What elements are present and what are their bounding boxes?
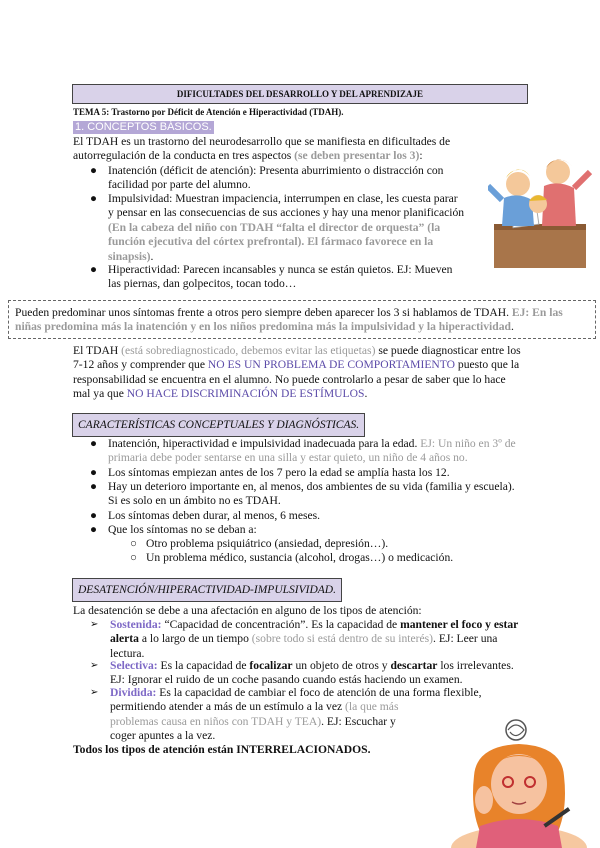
aspect-line: facilidad por parte del alumno. (108, 178, 251, 192)
note-text: . (510, 320, 514, 334)
characteristic-3 (90, 480, 548, 509)
section-title-caracteristicas: CARACTERÍSTICAS CONCEPTUALES Y DIAGNÓSTICAS. (72, 413, 365, 437)
characteristic-example: primaria debe poder sentarse en una silla y estar quieto, un niño de 4 años no. (108, 451, 468, 465)
intro-note: (se deben presentar los 3) (294, 149, 420, 163)
child-body (502, 195, 534, 226)
child-arm-2 (574, 172, 590, 188)
note-example: EJ: En las (511, 306, 563, 319)
diagnosis-line (73, 358, 573, 372)
attention-text: . EJ: Escuchar y (321, 714, 396, 728)
intro-paragraph (73, 135, 493, 164)
characteristic-line: Otro problema psiquiátrico (ansiedad, depresión…). (146, 537, 389, 550)
document-header: DIFICULTADES DEL DESARROLLO Y DEL APRENDIZAJE (72, 84, 528, 104)
aspect-note: sinapsis) (108, 249, 151, 263)
bullet-icon: ● (90, 523, 98, 536)
attention-conclusion: Todos los tipos de atención están INTERRELACIONADOS. (73, 743, 371, 756)
attention-text: . EJ: Leer una (433, 632, 498, 646)
attention-note: problemas causa en niños con TDAH y TEA) (110, 714, 322, 728)
attention-sostenida (90, 618, 530, 661)
aspect-line (108, 250, 488, 264)
attention-bold: mantener el foco y estar (400, 618, 519, 631)
attention-text: los irrelevantes. (437, 659, 514, 672)
intro-line (73, 149, 493, 163)
diagnosis-line: responsabilidad se encuentra en el alumno. No puede controlarlo a pesar de saber que lo hace (73, 372, 506, 386)
diagnosis-note: (está sobrediagnosticado, debemos evitar las etiquetas) (121, 344, 376, 357)
note-line (15, 320, 589, 334)
characteristic-5 (90, 523, 548, 537)
aspect-line: Impulsividad: Muestran impaciencia, interrumpen en clase, les cuesta parar (108, 192, 458, 205)
aspect-line: las piernas, dan golpecitos, tocan todo… (108, 277, 297, 291)
characteristic-line: Si es solo en un ámbito no es TDAH. (108, 494, 281, 508)
girl-hand (475, 786, 493, 814)
diagnosis-text: puesto que la (455, 358, 520, 372)
characteristic-4 (90, 509, 548, 523)
attention-line: lectura. (110, 646, 145, 660)
characteristic-line: Los síntomas deben durar, al menos, 6 meses. (108, 509, 321, 522)
attention-bold: alerta (110, 632, 139, 646)
attention-line (110, 632, 530, 646)
diagnosis-text: El TDAH (73, 344, 122, 357)
diagnosis-text: . (364, 387, 368, 401)
aspect-note: función ejecutiva del córtex prefrontal). El fármaco favorece en la (108, 235, 434, 249)
attention-type-label: Selectiva: (110, 659, 158, 672)
bullet-icon: ● (90, 466, 98, 479)
bullet-icon: ● (90, 263, 98, 276)
classroom-illustration (488, 148, 592, 270)
attention-selectiva (90, 659, 540, 688)
aspect-line: y pensar en las consecuencias de sus acciones y hay una menor planificación (108, 206, 465, 220)
attention-text: Es la capacidad de (157, 659, 250, 672)
thought-swirl-inner (508, 725, 524, 736)
aspect-line: Inatención (déficit de atención): Presenta aburrimiento o distracción con (108, 164, 444, 177)
diagnosis-paragraph (73, 344, 573, 402)
characteristic-sub-2 (130, 551, 566, 565)
attention-note: (la que más (345, 700, 399, 714)
bullet-icon: ● (90, 437, 98, 450)
aspect-line: Hiperactividad: Parecen incansables y nunca se están quietos. EJ: Mueven (108, 263, 453, 276)
aspect-hiperactividad (90, 263, 488, 292)
attention-text: permitiendo atender a más de un estímulo a la vez (110, 700, 346, 714)
characteristic-line: Hay un deterioro importante en, al menos, dos ambientes de su vida (familia y escuela). (108, 480, 515, 493)
attention-text: a lo largo de un tiempo (138, 632, 252, 646)
attention-line: EJ: Ignorar el ruido de un coche pasando cuando estás haciendo un examen. (110, 673, 463, 687)
note-box (8, 300, 596, 339)
diagnosis-text: mal ya que (73, 387, 127, 401)
attention-bold: descartar (390, 659, 438, 672)
diagnosis-text: 7-12 años y comprender que (73, 358, 208, 372)
aspect-note: (En la cabeza del niño con TDAH “falta el director de orquesta” (la (108, 220, 441, 234)
attention-text: Es la capacidad de cambiar el foco de atención de una forma flexible, (156, 686, 482, 699)
attention-line (110, 618, 530, 632)
aspect-impulsividad (90, 192, 488, 264)
attention-bold: focalizar (249, 659, 293, 672)
arrow-bullet-icon: ➢ (90, 660, 99, 671)
characteristic-2 (90, 466, 548, 480)
note-line (15, 306, 589, 320)
attention-text: “Capacidad de concentración”. Es la capacidad de (161, 618, 401, 631)
child-body-2 (542, 183, 576, 226)
arrow-bullet-icon: ➢ (90, 687, 99, 698)
note-example: niñas predomina más la inatención y en los niños predomina más la impulsividad y la hiperactividad (15, 320, 511, 334)
child-arm (488, 186, 502, 200)
characteristic-line (108, 437, 548, 451)
attention-line: coger apuntes a la vez. (110, 729, 216, 743)
bullet-icon: ● (90, 480, 98, 493)
attention-intro: La desatención se debe a una afectación en alguno de los tipos de atención: (73, 604, 422, 617)
characteristic-line: Que los síntomas no se deban a: (108, 523, 257, 536)
attention-line (110, 700, 510, 714)
bullet-icon: ● (90, 164, 98, 177)
topic-title: TEMA 5: Trastorno por Déficit de Atención e Hiperactividad (TDAH). (73, 107, 344, 117)
bullet-icon: ● (90, 192, 98, 205)
aspect-text: . (150, 249, 154, 263)
girl-face (491, 754, 547, 814)
characteristic-text: Inatención, hiperactividad e impulsividad inadecuada para la edad. (108, 437, 421, 450)
circle-bullet-icon: ○ (130, 537, 138, 550)
diagnosis-line (73, 387, 573, 401)
intro-line: El TDAH es un trastorno del neurodesarrollo que se manifiesta en dificultades de (73, 135, 451, 148)
circle-bullet-icon: ○ (130, 551, 138, 564)
child-head (506, 172, 530, 196)
attention-note: (sobre todo si está dentro de su interés) (251, 632, 434, 646)
characteristic-example: EJ: Un niño en 3º de (420, 437, 516, 450)
diagnosis-line (73, 344, 573, 358)
characteristic-line: Un problema médico, sustancia (alcohol, drogas…) o medicación. (146, 551, 454, 564)
student-illustration (444, 716, 594, 848)
attention-line (110, 659, 540, 673)
attention-line (110, 686, 510, 700)
note-text: Pueden predominar unos síntomas frente a otros pero siempre deben aparecer los 3 si hablamos de TDAH. (15, 306, 512, 319)
diagnosis-highlight: NO ES UN PROBLEMA DE COMPORTAMIENTO (207, 358, 456, 372)
attention-type-label: Sostenida: (110, 618, 162, 631)
intro-text: autorregulación de la conducta en tres aspectos (73, 149, 295, 163)
aspect-inatencion (90, 164, 488, 193)
attention-text: un objeto de otros y (292, 659, 391, 672)
characteristic-1 (90, 437, 548, 466)
attention-type-label: Dividida: (110, 686, 157, 699)
characteristic-line: Los síntomas empiezan antes de los 7 pero la edad se amplía hasta los 12. (108, 466, 450, 479)
thought-swirl (506, 720, 526, 740)
characteristic-sub-1 (130, 537, 546, 551)
arrow-bullet-icon: ➢ (90, 619, 99, 630)
desk-shape (494, 228, 586, 268)
diagnosis-highlight: NO HACE DISCRIMINACIÓN DE ESTÍMULOS (126, 387, 365, 401)
section-title-conceptos: 1. CONCEPTOS BÁSICOS. (75, 121, 212, 133)
diagnosis-text: se puede diagnosticar entre los (375, 344, 521, 357)
bullet-icon: ● (90, 509, 98, 522)
section-title-desatencion: DESATENCIÓN/HIPERACTIVIDAD-IMPULSIVIDAD. (72, 578, 342, 602)
intro-text: : (419, 149, 423, 163)
